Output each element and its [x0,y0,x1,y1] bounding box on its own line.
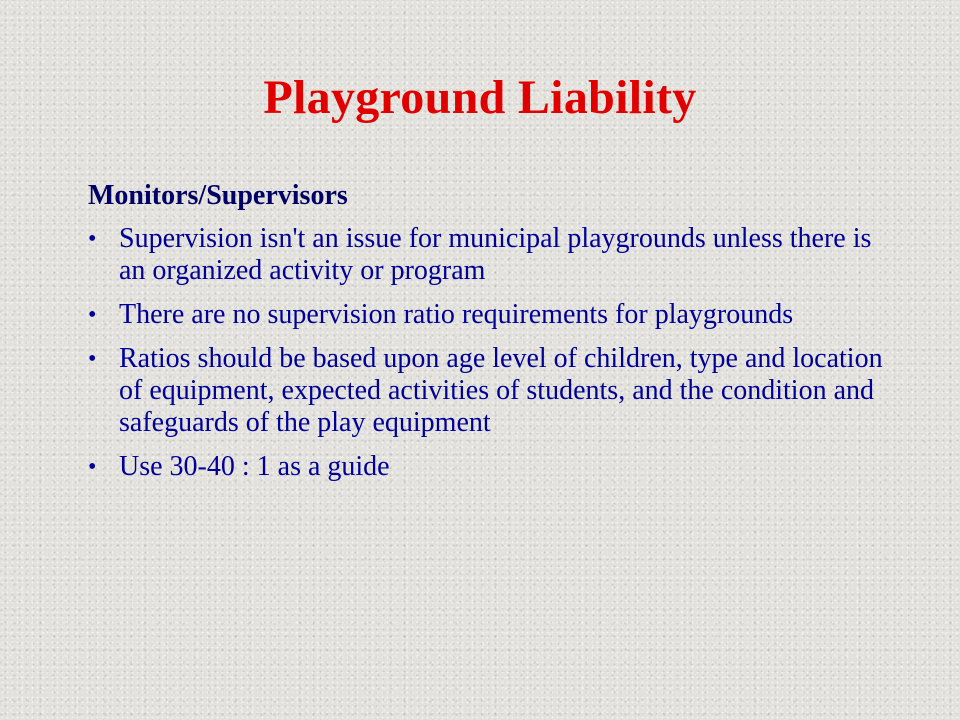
bullet-item [88,343,888,439]
bullet-dot-icon: • [88,302,97,328]
slide-content [88,180,888,495]
slide-title: Playground Liability [263,71,697,124]
bullet-item [88,299,888,331]
bullet-list [88,223,888,483]
section-subheading: Monitors/Supervisors [88,180,348,211]
bullet-text: Use 30-40 : 1 as a guide [119,451,390,482]
bullet-dot-icon: • [88,226,97,252]
bullet-item [88,451,888,483]
bullet-text: There are no supervision ratio requirements for playgrounds [119,299,794,330]
bullet-dot-icon: • [88,346,97,372]
bullet-item [88,223,888,287]
bullet-dot-icon: • [88,454,97,480]
bullet-text: Ratios should be based upon age level of children, type and location of equipment, expected activities of students, and the condition and safeguards of the play equipment [119,343,883,438]
bullet-text: Supervision isn't an issue for municipal playgrounds unless there is an organized activity or program [119,223,872,286]
